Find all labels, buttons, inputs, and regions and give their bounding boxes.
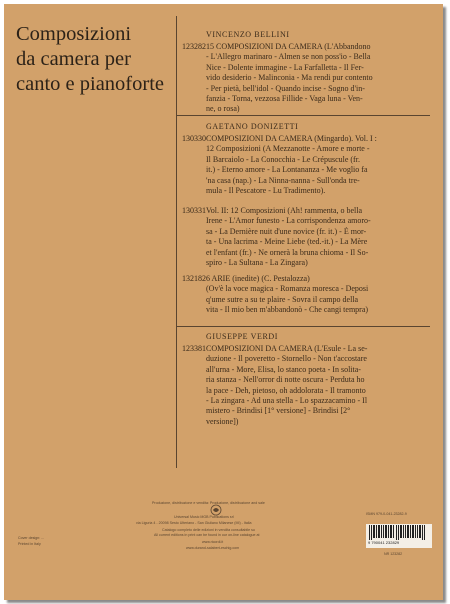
footer-small-printed: Printed in Italy [18, 542, 41, 546]
entry-description [206, 42, 432, 115]
entry-line: et l'enfant (fr.) - Ne ornerà la bruna chioma - Il So- [206, 247, 369, 257]
footer-publisher: Universal Music MGB Publications srl [174, 515, 234, 519]
entry-line: mistero - Brindisi [1° versione] - Brindisi [2° [206, 406, 351, 416]
title-line-1: Composizioni [16, 23, 132, 45]
footer-catalog-en: All current editions in print can be found in our on-line catalogue at [154, 533, 260, 537]
entry-line: Nice - Dolente immagine - La Farfalletta - Il Fer- [206, 62, 364, 72]
vertical-divider [176, 16, 177, 468]
entry-line: ta - Una lacrima - Meine Liebe (ted.-it.) - La Mère [206, 237, 368, 247]
divider-bellini-donizetti [176, 115, 430, 116]
catalog-code: 123381 [182, 344, 206, 353]
entry-line: spiro - La Sultana - La Zingara) [206, 258, 308, 268]
entry-line: 'na casa (nap.) - La Ninna-nanna - Sull'onda tre- [206, 175, 360, 185]
page-title [16, 22, 164, 97]
entry-description [206, 134, 432, 196]
entry-line: duzione - Il poveretto - Stornello - Non t'accostare [206, 354, 367, 364]
entry-line: it.) - Eterno amore - La Lontananza - Me voglio fa [206, 165, 368, 175]
entry-line: vido desiderio - Malinconia - Ma rendi pur contento [206, 73, 373, 83]
footer-distribution: Produzione, distribuzione e vendita: Produzione, distribuzione and sale [152, 501, 265, 505]
entry-line: ne, o rosa) [206, 104, 240, 114]
composer-bellini: VINCENZO BELLINI [206, 30, 290, 39]
divider-donizetti-verdi [176, 326, 430, 327]
entry-line: ria stanza - Nell'orror di notte oscura - Perduta ho [206, 375, 365, 385]
entry-description [206, 206, 432, 268]
footer-nr: NR 123282 [384, 552, 403, 556]
entry-line: Vol. II: 12 Composizioni (Ah! rammenta, o bella [206, 206, 363, 215]
entry-line: all'urna - More, Elisa, lo stanco poeta - In solita- [206, 364, 361, 374]
footer-small-credit: Cover design: ... [18, 536, 45, 540]
footer-url-ricordi[interactable]: www.ricordi.it [202, 540, 224, 544]
catalog-page [4, 4, 443, 600]
footer-address: via Liguria 4 - 20098 Sesto Ulteriano - San Giuliano Milanese (MI) - Italia [136, 521, 252, 525]
composer-verdi: GIUSEPPE VERDI [206, 332, 279, 341]
entry-line: sa - La Dernière nuit d'une novice (fr. it.) - È mor- [206, 226, 367, 236]
entry-line: - L'Allegro marinaro - Almen se non poss'io - Bella [206, 52, 371, 62]
barcode [366, 524, 432, 548]
entry-line: - Per pietà, bell'idol - Quando incise - Sogno d'in- [206, 83, 365, 93]
catalog-code: 130331 [182, 206, 206, 215]
composer-donizetti: GAETANO DONIZETTI [206, 122, 299, 131]
entry-line: (Ov'è la voce magica - Romanza moresca - Deposi [206, 284, 369, 294]
entry-line: COMPOSIZIONI DA CAMERA (Mingardo). Vol. I : [206, 134, 377, 143]
barcode-bars-icon [368, 525, 426, 540]
footer-url-durand[interactable]: www.durand-salabert-eschig.com [186, 546, 240, 550]
entry-line: COMPOSIZIONI DA CAMERA (L'Esule - La se- [206, 344, 368, 353]
entry-line: 6 ARIE (inedite) (C. Pestalozza) [206, 274, 310, 283]
entry-line: Il Barcaiolo - La Conocchia - Le Crépuscule (fr. [206, 154, 360, 164]
entry-line: mula - Il Pescatore - Lu Tradimento). [206, 186, 326, 196]
entry-line: 15 COMPOSIZIONI DA CAMERA (L'Abbandono [206, 42, 371, 51]
entry-description [206, 344, 432, 427]
barcode-number: 9 790041 232829 [368, 540, 400, 545]
entry-line: Irene - L'Amor funesto - La corrispondenza amoro- [206, 216, 371, 226]
entry-line: - La zingara - Ad una stella - Lo spazzacamino - Il [206, 396, 368, 406]
catalog-code: 130330 [182, 134, 206, 143]
title-line-3: canto e pianoforte [16, 73, 164, 95]
entry-line: fanzia - Torna, vezzosa Fillide - Vaga luna - Ven- [206, 94, 363, 104]
footer-catalog-it: Catalogo completo delle edizioni in vendita consultabile su [162, 528, 255, 532]
catalog-code: 132182 [182, 274, 206, 283]
entry-line: q'ume sutre a su te plaire - Sovra il campo della [206, 294, 359, 304]
entry-line: 12 Composizioni (A Mezzanotte - Amore e morte - [206, 144, 370, 154]
entry-description [206, 274, 432, 316]
catalog-code: 123282 [182, 42, 206, 51]
entry-line: la pace - Deh, pietoso, oh addolorata - Il tramonto [206, 385, 366, 395]
entry-line: vita - Il mio ben m'abbandonò - Che cangi tempra) [206, 305, 369, 315]
title-line-2: da camera per [16, 48, 131, 70]
entry-line: versione]) [206, 416, 239, 426]
footer-ismn: ISMN 979-0-041-23282-9 [366, 512, 407, 516]
